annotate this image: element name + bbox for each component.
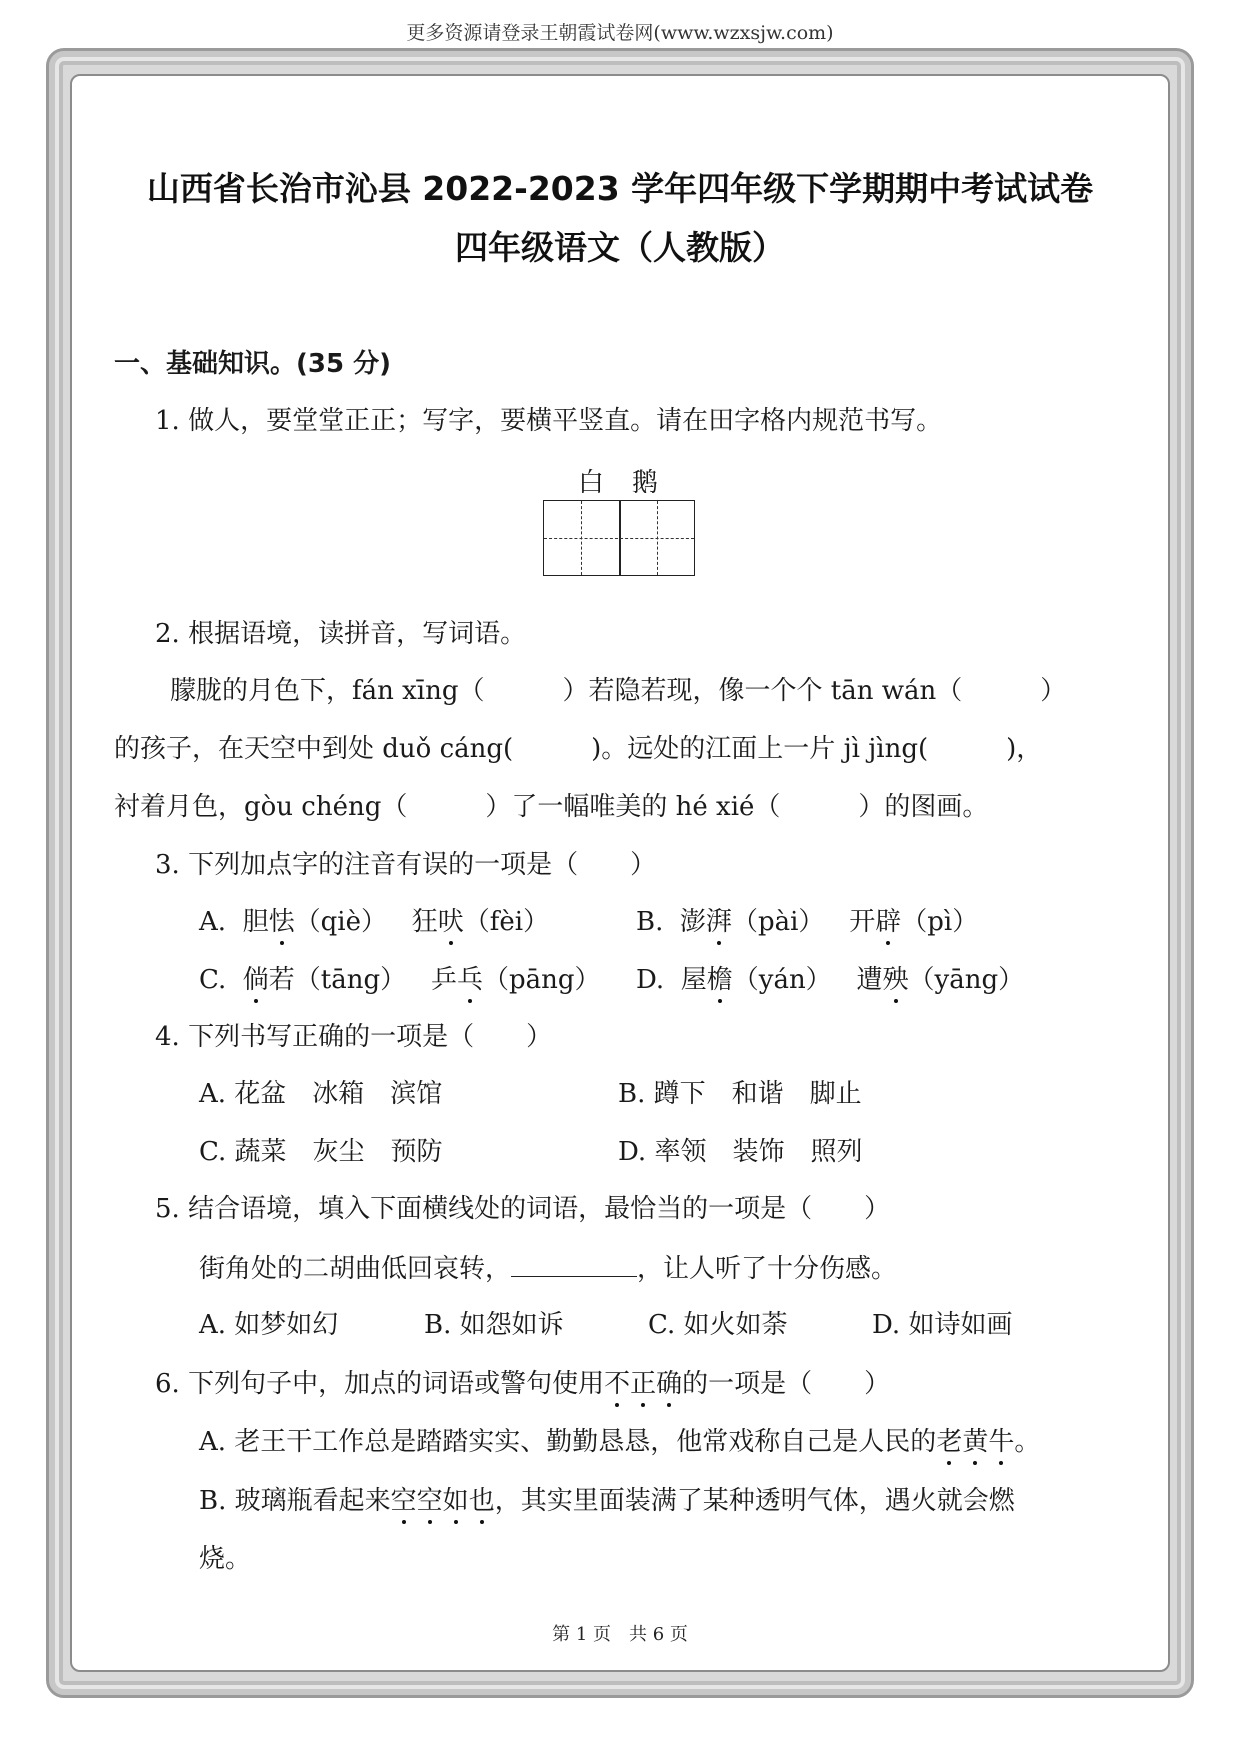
option-a-end: 。 [1014, 1427, 1041, 1457]
option-b-word-1: 澎湃（pài） [679, 907, 825, 937]
question-2-passage-line-2: 的孩子，在天空中到处 duǒ cáng( )。远处的江面上一片 jì jìng( )， [114, 734, 1043, 764]
option-c-label: C. [199, 965, 227, 995]
question-6-option-b-continued: 烧。 [199, 1544, 252, 1574]
question-5-sentence [199, 1250, 897, 1286]
grid-character-2: 鹅 [632, 468, 659, 498]
question-5-option-b: B. 如怨如诉 [424, 1310, 564, 1340]
question-6-text [155, 1367, 890, 1401]
option-c-word-1: 倘若（tāng） [242, 965, 407, 995]
option-c-word-2: 乒乓（pāng） [430, 965, 601, 995]
question-6-dotted-word: 不正确 [604, 1369, 683, 1399]
question-2-passage-line-3: 衬着月色，gòu chéng（ ）了一幅唯美的 hé xié（ ）的图画。 [114, 792, 989, 822]
question-5-sentence-start: 街角处的二胡曲低回哀转， [199, 1254, 512, 1284]
option-b-end: ，其实里面装满了某种透明气体，遇火就会燃 [494, 1486, 1015, 1516]
question-3-options-row-1 [199, 905, 549, 939]
answer-blank[interactable] [511, 1250, 637, 1277]
question-6-text-start: 6. 下列句子中，加点的词语或警句使用 [155, 1369, 605, 1399]
question-2-text: 2. 根据语境，读拼音，写词语。 [155, 619, 527, 649]
question-5-sentence-end: ，让人听了十分伤感。 [637, 1254, 898, 1284]
grid-dash-horizontal [544, 538, 694, 539]
option-a-text: A. 老王干工作总是踏踏实实、勤勤恳恳，他常戏称自己是人民的 [199, 1427, 937, 1457]
option-d-label: D. [636, 965, 665, 995]
question-6-text-end: 的一项是（ ） [682, 1369, 891, 1399]
option-a-label: A. [199, 907, 227, 937]
option-b-label: B. [636, 907, 664, 937]
option-b-dotted-word: 空空如也 [390, 1486, 495, 1516]
question-4-option-c: C. 蔬菜 灰尘 预防 [199, 1137, 443, 1167]
option-d-word-2: 遭殃（yāng） [856, 965, 1025, 995]
question-5-option-d: D. 如诗如画 [872, 1310, 1013, 1340]
question-3-text: 3. 下列加点字的注音有误的一项是（ ） [155, 850, 657, 880]
question-5-text: 5. 结合语境，填入下面横线处的词语，最恰当的一项是（ ） [155, 1194, 891, 1224]
question-1-text: 1. 做人，要堂堂正正；写字，要横平竖直。请在田字格内规范书写。 [155, 406, 943, 436]
question-3-option-b [636, 905, 978, 939]
option-a-word-2: 狂吠（fèi） [411, 907, 550, 937]
option-d-word-1: 屋檐（yán） [680, 965, 832, 995]
question-3-options-row-2 [199, 963, 601, 997]
question-4-option-d: D. 率领 装饰 照列 [618, 1137, 863, 1167]
question-2-passage-line-1: 朦胧的月色下，fán xīng（ ）若隐若现，像一个个 tān wán（ ） [170, 676, 1067, 706]
option-b-text: B. 玻璃瓶看起来 [199, 1486, 391, 1516]
question-3-option-d [636, 963, 1024, 997]
question-5-option-c: C. 如火如荼 [648, 1310, 788, 1340]
question-6-option-a [199, 1425, 1040, 1459]
page-number: 第 1 页 共 6 页 [552, 1624, 688, 1645]
question-5-option-a: A. 如梦如幻 [199, 1310, 339, 1340]
watermark-text: 更多资源请登录王朝霞试卷网(www.wzxsjw.com) [406, 22, 834, 44]
section-heading-basic-knowledge: 一、基础知识。(35 分) [114, 349, 391, 379]
grid-character-1: 白 [578, 468, 605, 498]
option-a-word-1: 胆怯（qiè） [242, 907, 387, 937]
question-4-option-a: A. 花盆 冰箱 滨馆 [199, 1079, 443, 1109]
question-4-option-b: B. 蹲下 和谐 脚止 [618, 1079, 862, 1109]
tianzige-writing-grid[interactable] [543, 500, 695, 576]
exam-title: 山西省长治市沁县 2022-2023 学年四年级下学期期中考试试卷 [146, 169, 1094, 208]
question-4-text: 4. 下列书写正确的一项是（ ） [155, 1022, 553, 1052]
option-a-dotted-word: 老黄牛 [936, 1427, 1015, 1457]
question-6-option-b [199, 1484, 1015, 1518]
exam-subtitle: 四年级语文（人教版） [455, 228, 785, 267]
option-b-word-2: 开辟（pì） [849, 907, 979, 937]
